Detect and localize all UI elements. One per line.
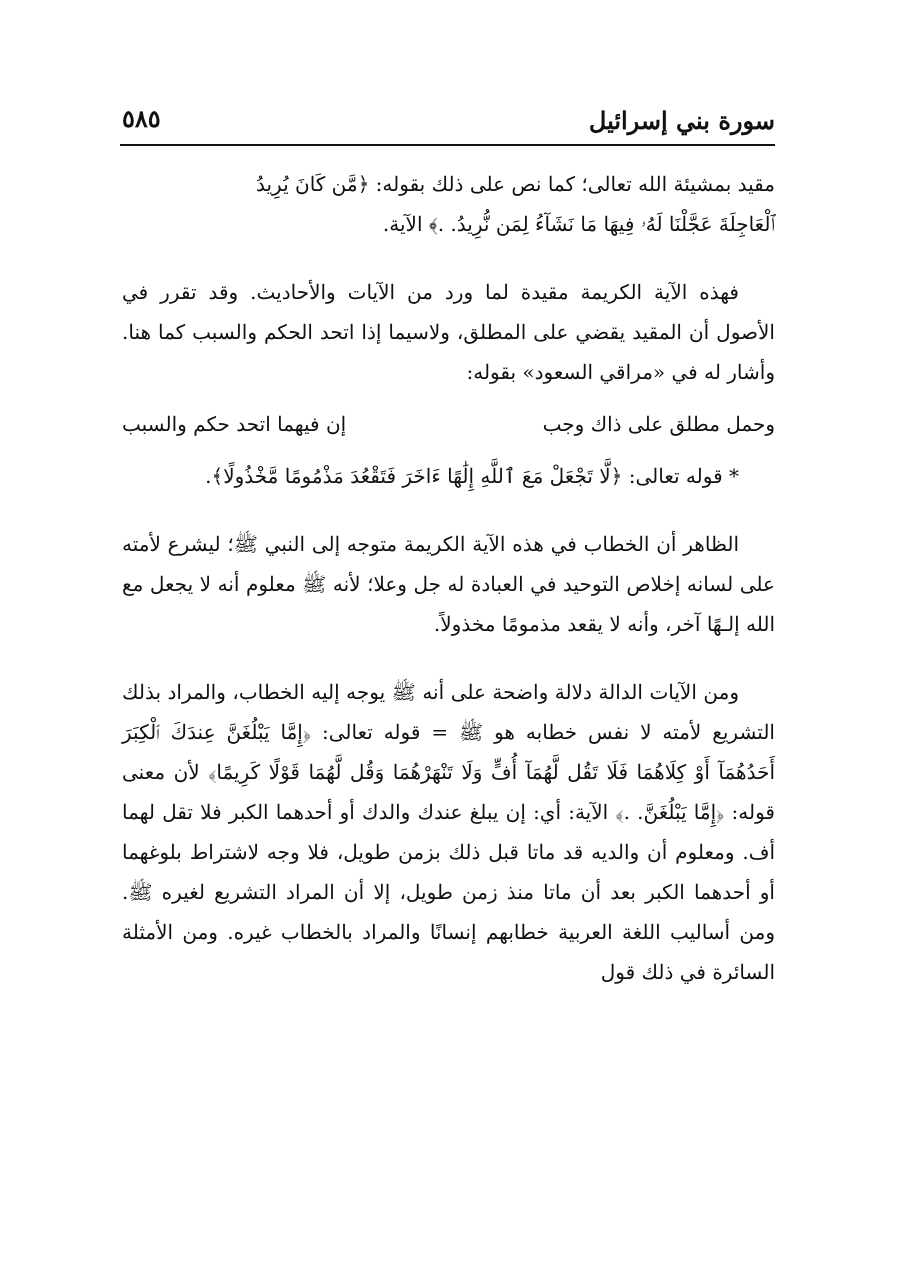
poetry-verse <box>122 404 775 444</box>
verse-second-hemistich: إن فيهما اتحد حكم والسبب <box>122 412 347 436</box>
page-header <box>120 100 775 146</box>
paragraph-2: فهذه الآية الكريمة مقيدة لما ورد من الآيات والأحاديث. وقد تقرر في الأصول أن المقيد يقضي على المطلق، ولاسيما إذا اتحد الحكم والسبب كما هنا. وأشار له في «مراقي السعود» بقوله: <box>122 280 775 384</box>
ayah-heading: * قوله تعالى: ﴿لَّا تَجْعَلْ مَعَ ٱللَّهِ إِلَٰهًا ءَاخَرَ فَتَقْعُدَ مَذْمُومًا مَّخْذُولًا﴾. <box>205 464 739 488</box>
paragraph-1-line-2: ٱلْعَاجِلَةَ عَجَّلْنَا لَهُۥ فِيهَا مَا نَشَآءُ لِمَن نُّرِيدُ. .﴾ الآية. <box>382 212 775 236</box>
paragraph-3: الظاهر أن الخطاب في هذه الآية الكريمة متوجه إلى النبي ﷺ؛ ليشرع لأمته على لسانه إخلاص التوحيد في العبادة له جل وعلا؛ لأنه ﷺ معلوم أنه لا يجعل مع الله إلـهًا آخر، وأنه لا يقعد مذمومًا مخذولاً. <box>122 532 775 636</box>
page-number: ٥٨٥ <box>122 104 161 133</box>
page-body <box>122 164 775 992</box>
verse-first-hemistich: وحمل مطلق على ذاك وجب <box>542 412 775 436</box>
paragraph-1-line-1: مقيد بمشيئة الله تعالى؛ كما نص على ذلك بقوله: ﴿مَّن كَانَ يُرِيدُ <box>255 172 775 196</box>
paragraph-4: ومن الآيات الدالة دلالة واضحة على أنه ﷺ يوجه إليه الخطاب، والمراد بذلك التشريع لأمته لا نفس خطابه هو ﷺ = قوله تعالى: ﴿إِمَّا يَبْلُغَنَّ عِندَكَ ٱلْكِبَرَ أَحَدُهُمَآ أَوْ كِلَاهُمَا فَلَا تَقُل لَّهُمَآ أُفٍّ وَلَا تَنْهَرْهُمَا وَقُل لَّهُمَا قَوْلًا كَرِيمًا﴾ لأن معنى قوله: ﴿إِمَّا يَبْلُغَنَّ. .﴾ الآية: أي: إن يبلغ عندك والدك أو أحدهما الكبر فلا تقل لهما أف. ومعلوم أن والديه قد ماتا قبل ذلك بزمن طويل، فلا وجه لاشتراط بلوغهما أو أحدهما الكبر بعد أن ماتا منذ زمن طويل، إلا أن المراد التشريع لغيره ﷺ. ومن أساليب اللغة العربية خطابهم إنسانًا والمراد بالخطاب غيره. ومن الأمثلة السائرة في ذلك قول <box>122 680 775 984</box>
surah-title: سورة بني إسرائيل <box>588 106 775 135</box>
